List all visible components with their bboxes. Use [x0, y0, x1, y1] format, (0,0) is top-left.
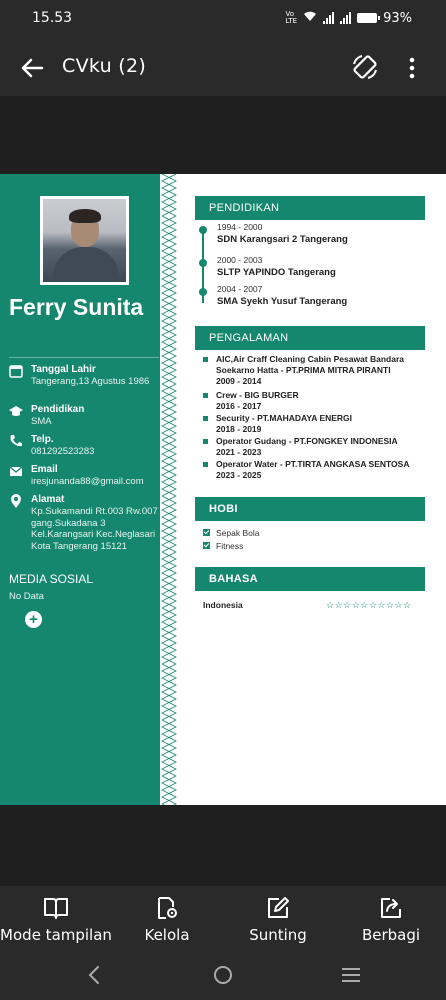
location-icon — [9, 494, 23, 508]
view-mode-button[interactable] — [0, 896, 112, 944]
info-label: Tanggal Lahir — [31, 364, 96, 375]
share-icon — [379, 896, 403, 920]
experience-title: Operator Water - PT.TIRTA ANGKASA SENTOSA — [216, 459, 410, 469]
cv-main — [178, 174, 446, 805]
email-icon — [9, 464, 23, 478]
bullet — [203, 416, 208, 421]
cv-sidebar — [0, 174, 160, 805]
add-social-icon[interactable]: + — [25, 611, 42, 628]
bullet — [203, 357, 208, 362]
nav-recents-icon[interactable] — [340, 964, 362, 986]
sidebar-divider — [9, 357, 159, 358]
book-icon — [43, 896, 69, 920]
info-value: 081292523283 — [31, 446, 95, 457]
info-value: Tangerang,13 Agustus 1986 — [31, 376, 150, 387]
share-button[interactable] — [358, 896, 424, 944]
timeline-dot — [199, 259, 207, 267]
info-value: SMA — [31, 416, 52, 427]
checkbox-icon — [203, 529, 210, 536]
bullet — [203, 462, 208, 467]
cv-name: Ferry Sunita — [9, 294, 144, 320]
language-name: Indonesia — [203, 600, 243, 610]
manage-label: Kelola — [144, 926, 190, 944]
media-social-value: No Data — [9, 591, 44, 602]
phone-icon — [9, 434, 23, 448]
experience-years: 2009 - 2014 — [216, 376, 262, 386]
experience-years: 2016 - 2017 — [216, 401, 262, 411]
view-mode-label: Mode tampilan — [0, 926, 112, 944]
experience-title: Security - PT.MAHADAYA ENERGI — [216, 413, 353, 423]
bottom-action-bar — [0, 886, 446, 950]
bullet — [203, 393, 208, 398]
info-label: Email — [31, 464, 58, 475]
language-rating-stars: ☆☆☆☆☆☆☆☆☆☆ — [326, 600, 412, 610]
info-value: Kp.Sukamandi Rt.003 Rw.007 gang.Sukadana 3 Kel.Karangsari Kec.Neglasari Kota Tangerang 15121 — [31, 506, 158, 552]
education-years: 2000 - 2003 — [217, 255, 263, 265]
graduation-cap-icon — [9, 404, 23, 418]
checkbox-icon — [203, 542, 210, 549]
experience-title: AIC,Air Craff Cleaning Cabin Pesawat Bandara Soekarno Hatta - PT.PRIMA MITRA PIRANTI — [216, 354, 404, 375]
section-education-header: PENDIDIKAN — [195, 196, 425, 220]
education-years: 2004 - 2007 — [217, 284, 263, 294]
signal-2-icon — [340, 12, 351, 24]
experience-years: 2021 - 2023 — [216, 447, 262, 457]
manage-button[interactable] — [132, 896, 202, 944]
media-social-title: MEDIA SOSIAL — [9, 572, 94, 586]
experience-years: 2018 - 2019 — [216, 424, 262, 434]
status-bar — [0, 0, 446, 38]
timeline-dot — [199, 226, 207, 234]
manage-doc-icon — [155, 896, 179, 920]
section-experience-header: PENGALAMAN — [195, 326, 425, 350]
education-school: SMA Syekh Yusuf Tangerang — [217, 296, 348, 307]
info-label: Telp. — [31, 434, 54, 445]
edit-button[interactable] — [245, 896, 311, 944]
app-bar — [0, 38, 446, 96]
more-options-icon[interactable] — [402, 54, 422, 82]
info-label: Alamat — [31, 494, 65, 505]
edit-icon — [266, 896, 290, 920]
document-title: CVku (2) — [62, 55, 147, 77]
zigzag-divider — [160, 174, 178, 805]
education-years: 1994 - 2000 — [217, 222, 263, 232]
experience-years: 2023 - 2025 — [216, 470, 262, 480]
info-label: Pendidikan — [31, 404, 85, 415]
wifi-icon — [303, 10, 317, 26]
nav-back-icon[interactable] — [84, 964, 106, 986]
calendar-icon — [9, 364, 23, 378]
status-time: 15.53 — [32, 10, 73, 26]
nav-home-icon[interactable] — [212, 964, 234, 986]
system-nav-bar — [0, 950, 446, 1000]
experience-title: Operator Gudang - PT.FONGKEY INDONESIA — [216, 436, 398, 446]
status-icons — [285, 10, 412, 26]
cv-document[interactable] — [0, 174, 446, 805]
education-school: SLTP YAPINDO Tangerang — [217, 267, 336, 278]
hobby-label: Fitness — [216, 541, 244, 551]
section-hobby-header: HOBI — [195, 497, 425, 521]
education-school: SDN Karangsari 2 Tangerang — [217, 234, 348, 245]
hobby-label: Sepak Bola — [216, 528, 260, 538]
experience-title: Crew - BIG BURGER — [216, 390, 299, 400]
volte-icon: Vo LTE — [285, 10, 298, 25]
battery-level: 93% — [383, 10, 412, 26]
bullet — [203, 439, 208, 444]
signal-1-icon — [323, 12, 334, 24]
edit-label: Sunting — [249, 926, 307, 944]
timeline-dot — [199, 288, 207, 296]
info-value: iresjunanda88@gmail.com — [31, 476, 144, 487]
section-language-header: BAHASA — [195, 567, 425, 591]
rotate-screen-icon[interactable] — [350, 52, 380, 82]
profile-photo — [40, 196, 129, 285]
back-arrow-icon[interactable] — [18, 54, 46, 82]
share-label: Berbagi — [361, 926, 421, 944]
battery-icon — [357, 13, 377, 23]
